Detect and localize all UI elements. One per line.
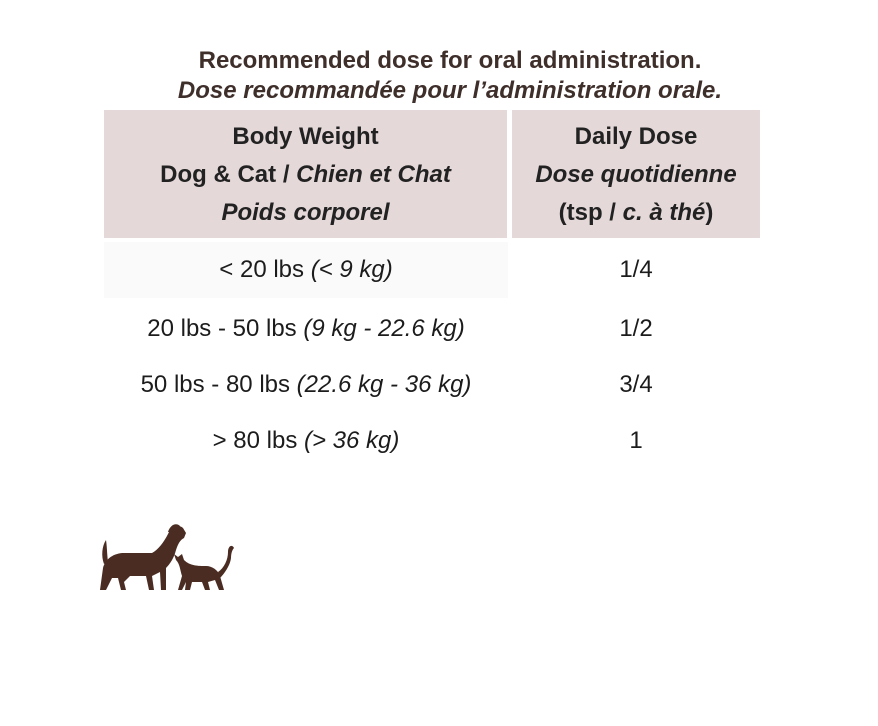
- cat-silhouette: [174, 554, 224, 590]
- header-dose-c-a-the: c. à thé: [622, 199, 706, 226]
- dog-silhouette: [100, 526, 186, 590]
- row-dose: 1/2: [619, 315, 653, 342]
- table-row: [104, 413, 760, 469]
- header-weight-line1: Body Weight: [232, 123, 379, 150]
- title-french: Dose recommandée pour l’administration orale.: [177, 77, 723, 104]
- row-dose: 1/4: [619, 256, 653, 283]
- table-row: [104, 242, 760, 298]
- weight-lbs: < 20 lbs: [219, 256, 311, 283]
- header-dose-line2: Dose quotidienne: [535, 161, 737, 188]
- header-weight-dog-cat: Dog & Cat /: [160, 161, 297, 188]
- header-weight-line2: [104, 156, 507, 194]
- row-weight: [104, 301, 508, 357]
- header-dose-line3: [512, 194, 760, 232]
- row-weight: [104, 357, 508, 413]
- dose-title: [100, 46, 800, 106]
- dog-and-cat-silhouette-icon: [94, 520, 246, 592]
- weight-lbs: > 80 lbs: [212, 427, 304, 454]
- weight-kg: (< 9 kg): [310, 256, 393, 283]
- row-weight: [104, 242, 508, 298]
- weight-lbs: 50 lbs - 80 lbs: [140, 371, 297, 398]
- weight-kg: (> 36 kg): [304, 427, 400, 454]
- header-body-weight: [104, 110, 507, 238]
- header-weight-line3: Poids corporel: [221, 199, 390, 226]
- row-dose: 1: [629, 427, 643, 454]
- weight-kg: (22.6 kg - 36 kg): [296, 371, 472, 398]
- header-daily-dose: [512, 110, 760, 238]
- table-row: [104, 357, 760, 413]
- title-english: Recommended dose for oral administration.: [198, 47, 702, 74]
- row-dose: 3/4: [619, 371, 653, 398]
- header-dose-close: ): [705, 199, 714, 226]
- header-weight-chien-chat: Chien et Chat: [296, 161, 451, 188]
- weight-lbs: 20 lbs - 50 lbs: [147, 315, 304, 342]
- header-dose-tsp: (tsp /: [558, 199, 623, 226]
- header-dose-line1: Daily Dose: [574, 123, 698, 150]
- row-weight: [104, 413, 508, 469]
- table-row: [104, 301, 760, 357]
- weight-kg: (9 kg - 22.6 kg): [303, 315, 465, 342]
